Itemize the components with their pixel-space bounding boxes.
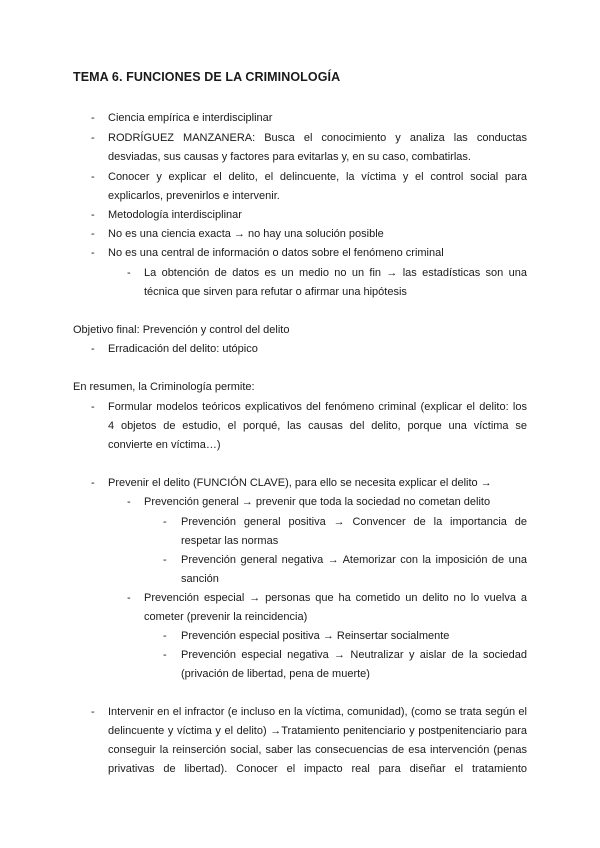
bullet-dash: -: [91, 343, 95, 355]
list-item: No es una ciencia exacta → no hay una solución posible: [108, 228, 384, 240]
list-item-line: convierte en víctima…): [108, 439, 221, 451]
bullet-dash: -: [163, 554, 167, 566]
sub-item-line: cometer (prevenir la reincidencia): [144, 611, 308, 623]
sub-sub-item-line: (privación de libertad, pena de muerte): [181, 668, 370, 680]
bullet-dash: -: [127, 496, 131, 508]
bullet-dash: -: [91, 171, 95, 183]
page-title: TEMA 6. FUNCIONES DE LA CRIMINOLOGÍA: [73, 70, 341, 84]
sub-sub-item-line: respetar las normas: [181, 535, 279, 547]
list-item-line: RODRÍGUEZ MANZANERA: Busca el conocimiento y analiza las conductas: [108, 132, 527, 144]
list-item-line: conseguir la reinserción social, saber las consecuencias de esa intervención (penas: [108, 744, 527, 756]
bullet-dash: -: [91, 247, 95, 259]
list-item-line: desviadas, sus causas y factores para evitarlas y, en su caso, combatirlas.: [108, 151, 471, 163]
section-label: En resumen, la Criminología permite:: [73, 381, 255, 393]
list-item-line: delincuente y víctima y el delito) →Tratamiento penitenciario y postpenitenciario para: [108, 725, 527, 737]
sub-item-line: Prevención especial → personas que ha cometido un delito no lo vuelva a: [144, 592, 527, 604]
list-item-line: Intervenir en el infractor (e incluso en la víctima, comunidad), (como se trata según el: [108, 706, 527, 718]
sub-sub-item-line: Prevención especial negativa → Neutralizar y aislar de la sociedad: [181, 649, 527, 661]
bullet-dash: -: [163, 649, 167, 661]
sub-sub-item-line: sanción: [181, 573, 219, 585]
list-item: No es una central de información o datos sobre el fenómeno criminal: [108, 247, 444, 259]
bullet-dash: -: [163, 630, 167, 642]
list-item: Metodología interdisciplinar: [108, 209, 242, 221]
sub-item-line: La obtención de datos es un medio no un fin → las estadísticas son una: [144, 267, 527, 279]
list-item-line: 4 objetos de estudio, el porqué, las causas del delito, porque una víctima se: [108, 420, 527, 432]
bullet-dash: -: [91, 132, 95, 144]
section-label: Objetivo final: Prevención y control del delito: [73, 324, 290, 336]
sub-item-line: técnica que sirven para refutar o afirmar una hipótesis: [144, 286, 407, 298]
bullet-dash: -: [91, 209, 95, 221]
sub-sub-item-line: Prevención general positiva → Convencer de la importancia de: [181, 516, 527, 528]
list-item-line: privativas de libertad). Conocer el impacto real para diseñar el tratamiento: [108, 763, 527, 775]
bullet-dash: -: [91, 477, 95, 489]
bullet-dash: -: [91, 401, 95, 413]
bullet-dash: -: [91, 706, 95, 718]
sub-item: Prevención general → prevenir que toda la sociedad no cometan delito: [144, 496, 491, 508]
bullet-dash: -: [163, 516, 167, 528]
list-item: Prevenir el delito (FUNCIÓN CLAVE), para ello se necesita explicar el delito →: [108, 477, 492, 489]
list-item: Ciencia empírica e interdisciplinar: [108, 112, 273, 124]
bullet-dash: -: [127, 267, 131, 279]
sub-sub-item-line: Prevención general negativa → Atemorizar con la imposición de una: [181, 554, 527, 566]
bullet-dash: -: [91, 112, 95, 124]
list-item-line: Formular modelos teóricos explicativos del fenómeno criminal (explicar el delito: los: [108, 401, 527, 413]
bullet-dash: -: [127, 592, 131, 604]
sub-sub-item: Prevención especial positiva → Reinsertar socialmente: [181, 630, 450, 642]
list-item-line: explicarlos, prevenirlos e intervenir.: [108, 190, 280, 202]
list-item: Erradicación del delito: utópico: [108, 343, 258, 355]
bullet-dash: -: [91, 228, 95, 240]
list-item-line: Conocer y explicar el delito, el delincuente, la víctima y el control social para: [108, 171, 527, 183]
